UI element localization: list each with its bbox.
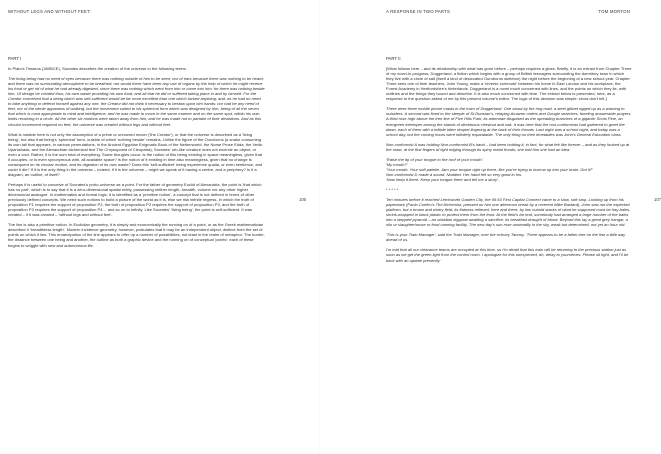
body-paragraph: The line is also a primitive notion. In Euclidian geometry, it is simply and economically the running on of a point, or as the Greek mathematician described it 'breadthless length'. Modern incidence geometry, however, postulates that it may be an independent object, distinct from the set of points on which it lies. This emancipation of the line appears to offer up a number of possibilities, not least in the realm of metaphor. The border, the distance between one being and another, the outline as both a graphic device and the running on of conceptual 'points': each of these begins to wriggle with new and autonomous life. — [8, 222, 265, 248]
page-number-right: 107 — [654, 197, 661, 202]
editorial-gloss: [What follows here – and its relationship with what has gone before – perhaps requires a gloss. Briefly, it is an extract from Chapter Three of my novel-in-progress, Doggerland, a fiction which begins with a group of British teenagers surrounding the dormitory town in which they live with a circle of salt (itself a kind of desiccated Ouroboros skeleton) the night before the beginning of a new school year. Chapter Three sees one of their teachers, John Young, make a 'reverse commute' between his home in East London and his workplace, the Forest Academy in Hertfordshire's hinterlands. Doggerland is a novel much concerned with lines, and the points on which they lie, with outlines and the things they bound and describe. It is also much concerned with time. The extract below is presented, here, as a response to the question asked of me by this present volume's editor. The logic of this decision was simple: show don't tell.] — [386, 66, 632, 102]
section-break: * * * * * — [386, 186, 399, 192]
part-one-title: PART I — [8, 56, 22, 61]
running-head-left: WITHOUT LEGS AND WITHOUT FEET: — [8, 9, 91, 14]
novel-extract-paragraph: 'This is your Train Manager', said the Train Manager, over the echoey Tannoy. 'There appears to be a fallen tree on the line a little way ahead of us. — [386, 232, 626, 243]
timaeus-quotation: The living being had no need of eyes because there was nothing outside of him to be seen; nor of ears because there was nothing to be heard; and there was no surrounding atmosphere to be breathed; nor would there have been any use of organs by the help of which he might receive his food or get rid of what he had already digested, since there was nothing which went from him or came into him: for there was nothing beside him. Of design he created thus; his own waste providing his own food, and all that he did or suffered taking place in and by himself. For the Creator conceived that a being which was self-sufficient would be far more excellent than one which lacked anything; and, as he had no need to take anything or defend himself against any one, the Creator did not think it necessary to bestow upon him hands: nor had he any need of feet, nor of the whole apparatus of walking; but the movement suited to his spherical form which was designed by him, being of all the seven that which is most appropriate to mind and intelligence; and he was made to move in the same manner and on the same spot, within his own limits revolving in a circle. All the other six motions were taken away from him, and he was made not to partake of their deviations. And as this circular movement required no feet, the universe was created without legs and without feet. — [8, 76, 265, 127]
novel-extract-paragraph: I'm told that all our clearance teams are occupied at this time, so I'm afraid that this train will be returning to the previous station just as soon as we get the green light from the control room. I apologize for this unexpected, ah, delay to yourselves. Please sit tight, and I'll be back with an update presently.' — [386, 247, 629, 263]
body-paragraph: Perhaps it is useful to conceive of Socrates's proto-universe as a point. For the father of geometry Euclid of Alexandria, the point is 'that which has no part', which is to say that it is a zero-dimensional spatial entity, possessing neither length, breadth, volume nor any other higher dimensional analogue. In mathematics and formal logic, it is identified as a 'primitive notion', a concept that is not defined in terms of other previously defined concepts. We need such notions to build a picture of the world as it is, else we risk infinite regress, in which the truth of proposition P1 requires the support of proposition P2, the truth of proposition P2 requires the support of proposition P3, and the truth of proposition P3 requires the support of proposition P4… and so on to infinity. Like Socrates' 'living being', the point is self-sufficient. It was created – if it was created – 'without legs and without feet'. — [8, 181, 262, 218]
left-text-column — [8, 56, 265, 253]
novel-extract-paragraph: Non-conformist A was holding Non-conformist B's hand – had been holding it, in fact, for what felt like forever – and as they looked up at the mast, at the first fingers of light edging through its spiny metal fronds, she told him she had an idea. — [386, 141, 630, 152]
body-paragraph: What is notable here is not only the assumption of a prime or unmoved mover ('the Creator'), or that the universe is described as a 'living being', but also that being's 'spherical' form, outside of which 'nothing beside' remains. Unlike the figure of the Ouroboros (a snake consuming its own tail that appears, in various permutations, in the Ancient Egyptian Enigmatic Book of the Netherworld, the Norse Prose Edda, the Vedic Upanishads, and the Alexandrian alchemical text The Chrysopoeia of Cleopatra), Socrates' orb-like creature does not encircle an object, or even a void. Rather, it is the sum total of everything. Some thoughts occur: is the notion of this being existing in space meaningless, given that it occupies, or is even synonymous with, all available space? Is the notion of it existing in time also meaningless, given that no change is consequent on its circular motion, and its digestion of its own waste? Does this 'self-sufficient' being experience qualia, or even sentience, and could it die? If it is the only thing in the universe – indeed, if it is the universe – might we speak of it having a centre, and a periphery? Is it a diagram, an outline, of itself? — [8, 131, 263, 177]
novel-extract-paragraph: There were three mobile phone masts in the town of Doggerland. One stood by the ring road, a steel gibbet rigged up as a warning to outsiders. A second was fixed to the steeple of St Dunstan's, relaying Amazon orders and Google searches, funeling answerable prayers. A third rose high above the tree line of Five Hills Park, its antennae disguised as the spreading branches of a gigantic Scots Pine, an evergreen interloper among the stands of deciduous chestnut and oak. It was here that the non-conformists had gathered to greet the dawn, each of them with a telltale bitter droplet lingering at the back of their throats. Last night was a school night, and today was a school day, but the coming hours were infinitely expandable. The only thing on their timetables was John's General Education class. — [386, 106, 632, 137]
left-page — [0, 0, 320, 454]
dialogue-block: 'Raise the tip of your tongue to the roof of your mouth'. 'My mouth?' 'Your mouth. Your soft palette. Jam your tongue right up there, like you're trying to burrow up into your brain. Got it?' Non-conformist D made a sound. Nodded. Her hand felt so very good in his. 'Now keep it there. Keep your tongue there and tell me a story'. — [386, 156, 593, 182]
right-page — [320, 0, 661, 454]
page-number-left: 106 — [299, 197, 306, 202]
running-head-title: A RESPONSE IN TWO PARTS — [386, 9, 451, 14]
part-two-title: PART II — [386, 56, 401, 61]
right-text-column — [386, 56, 632, 268]
running-head-author: TOM MORTON — [598, 9, 630, 14]
novel-extract-paragraph: Ten minutes before it reached Letchworth Garden City, the 06:53 First Capital Connect came to a slow, soft stop. Looking up from his paperback (Paolo Coelho's The Alchemist, pressed on him one afternoon break by a reverent Mike Bastard), John saw not the expected platform, but a brown and wintry field, its flatness relieved, here and there, by low cuboid stacks of what he supposed must be hay bales, shrink-wrapped in black plastic to protect them from the frost. At the field's far end, somebody had arranged a large number of the bales into a stepped pyramid – an obsidian ziggurat awaiting a sacrifice, its breakfast draught of blood. Beyond this lay a great grey hangar, a silo or slaughterhouse or food canning facility. The new day's sun rose unsteadily in the sky, weak but determined, not yet an hour old. — [386, 197, 631, 228]
intro-paragraph: In Plato's Timaeus (360BCE), Socrates describes the creation of the universe in the following terms: — [8, 66, 187, 72]
